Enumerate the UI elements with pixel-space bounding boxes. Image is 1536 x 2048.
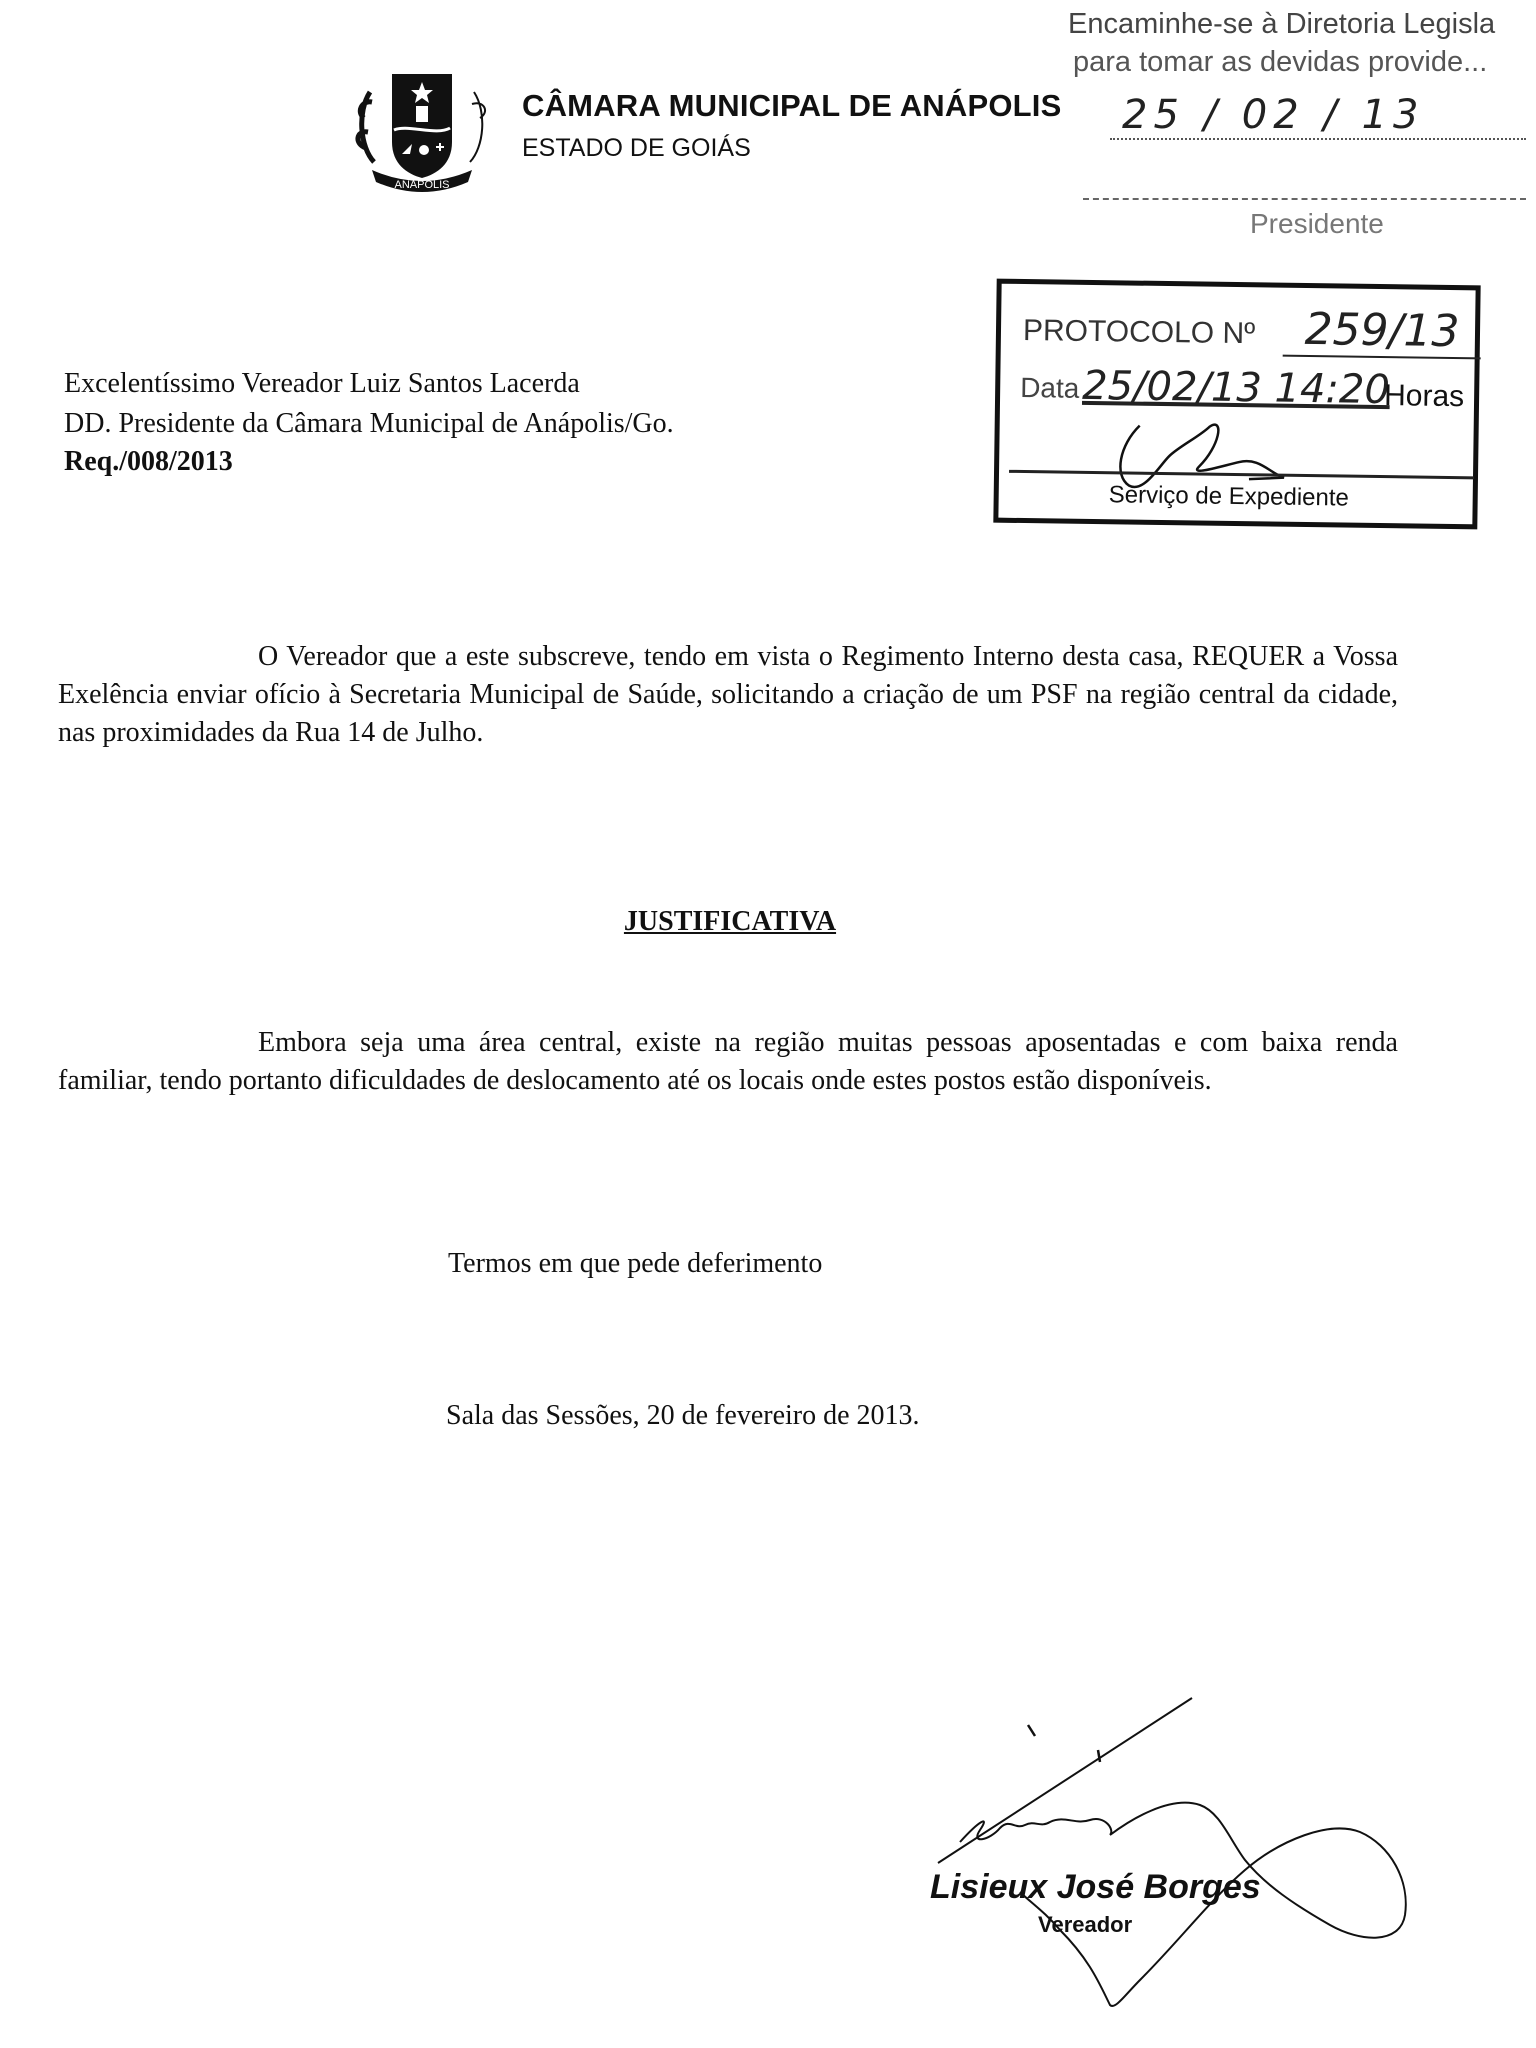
place-and-date: Sala das Sessões, 20 de fevereiro de 2013. xyxy=(446,1400,920,1431)
protocol-stamp xyxy=(993,279,1480,530)
protocol-date-label: Data xyxy=(1019,371,1080,404)
protocol-date-value: 25/02/13 14:20 xyxy=(1081,362,1391,414)
organization-state: ESTADO DE GOIÁS xyxy=(522,134,751,162)
coat-of-arms-logo xyxy=(352,52,492,202)
signer-name: Lisieux José Borges xyxy=(930,1868,1261,1906)
signer-role: Vereador xyxy=(1038,1912,1133,1937)
dispatch-date-line xyxy=(1110,138,1526,140)
organization-name: CÂMARA MUNICIPAL DE ANÁPOLIS xyxy=(522,88,1062,123)
handwritten-signature xyxy=(900,1680,1460,2040)
protocol-label: PROTOCOLO Nº xyxy=(1022,314,1256,351)
protocol-hours-label: Horas xyxy=(1383,379,1465,414)
closing-line: Termos em que pede deferimento xyxy=(448,1248,823,1279)
dispatch-note-line-1: Encaminhe-se à Diretoria Legisla xyxy=(1068,8,1496,40)
request-reference: Req./008/2013 xyxy=(64,446,233,477)
request-paragraph: O Vereador que a este subscreve, tendo em vista o Regimento Interno desta casa, REQUER a Vossa Exelência enviar ofício à Secretaria Municipal de Saúde, solicitando a criação de um PSF na região central da cidade, nas proximidades da Rua 14 de Julho. xyxy=(58,641,1398,748)
justification-title: JUSTIFICATIVA xyxy=(623,906,837,937)
justification-paragraph: Embora seja uma área central, existe na região muitas pessoas aposentadas e com baixa renda familiar, tendo portanto dificuldades de deslocamento até os locais onde estes postos estão disponíveis. xyxy=(58,1027,1398,1096)
svg-text:ANÁPOLIS: ANÁPOLIS xyxy=(394,179,450,191)
dispatch-date: 25 / 02 / 13 xyxy=(1122,92,1425,138)
dispatch-note-line-2: para tomar as devidas provide... xyxy=(1073,46,1488,78)
addressee-title: DD. Presidente da Câmara Municipal de Anápolis/Go. xyxy=(64,408,674,439)
service-label: Serviço de Expediente xyxy=(1108,481,1350,512)
protocol-number: 259/13 xyxy=(1283,304,1482,360)
addressee-name: Excelentíssimo Vereador Luiz Santos Lacerda xyxy=(64,368,580,399)
president-signature-line xyxy=(1083,198,1526,200)
president-label: Presidente xyxy=(1250,208,1384,239)
